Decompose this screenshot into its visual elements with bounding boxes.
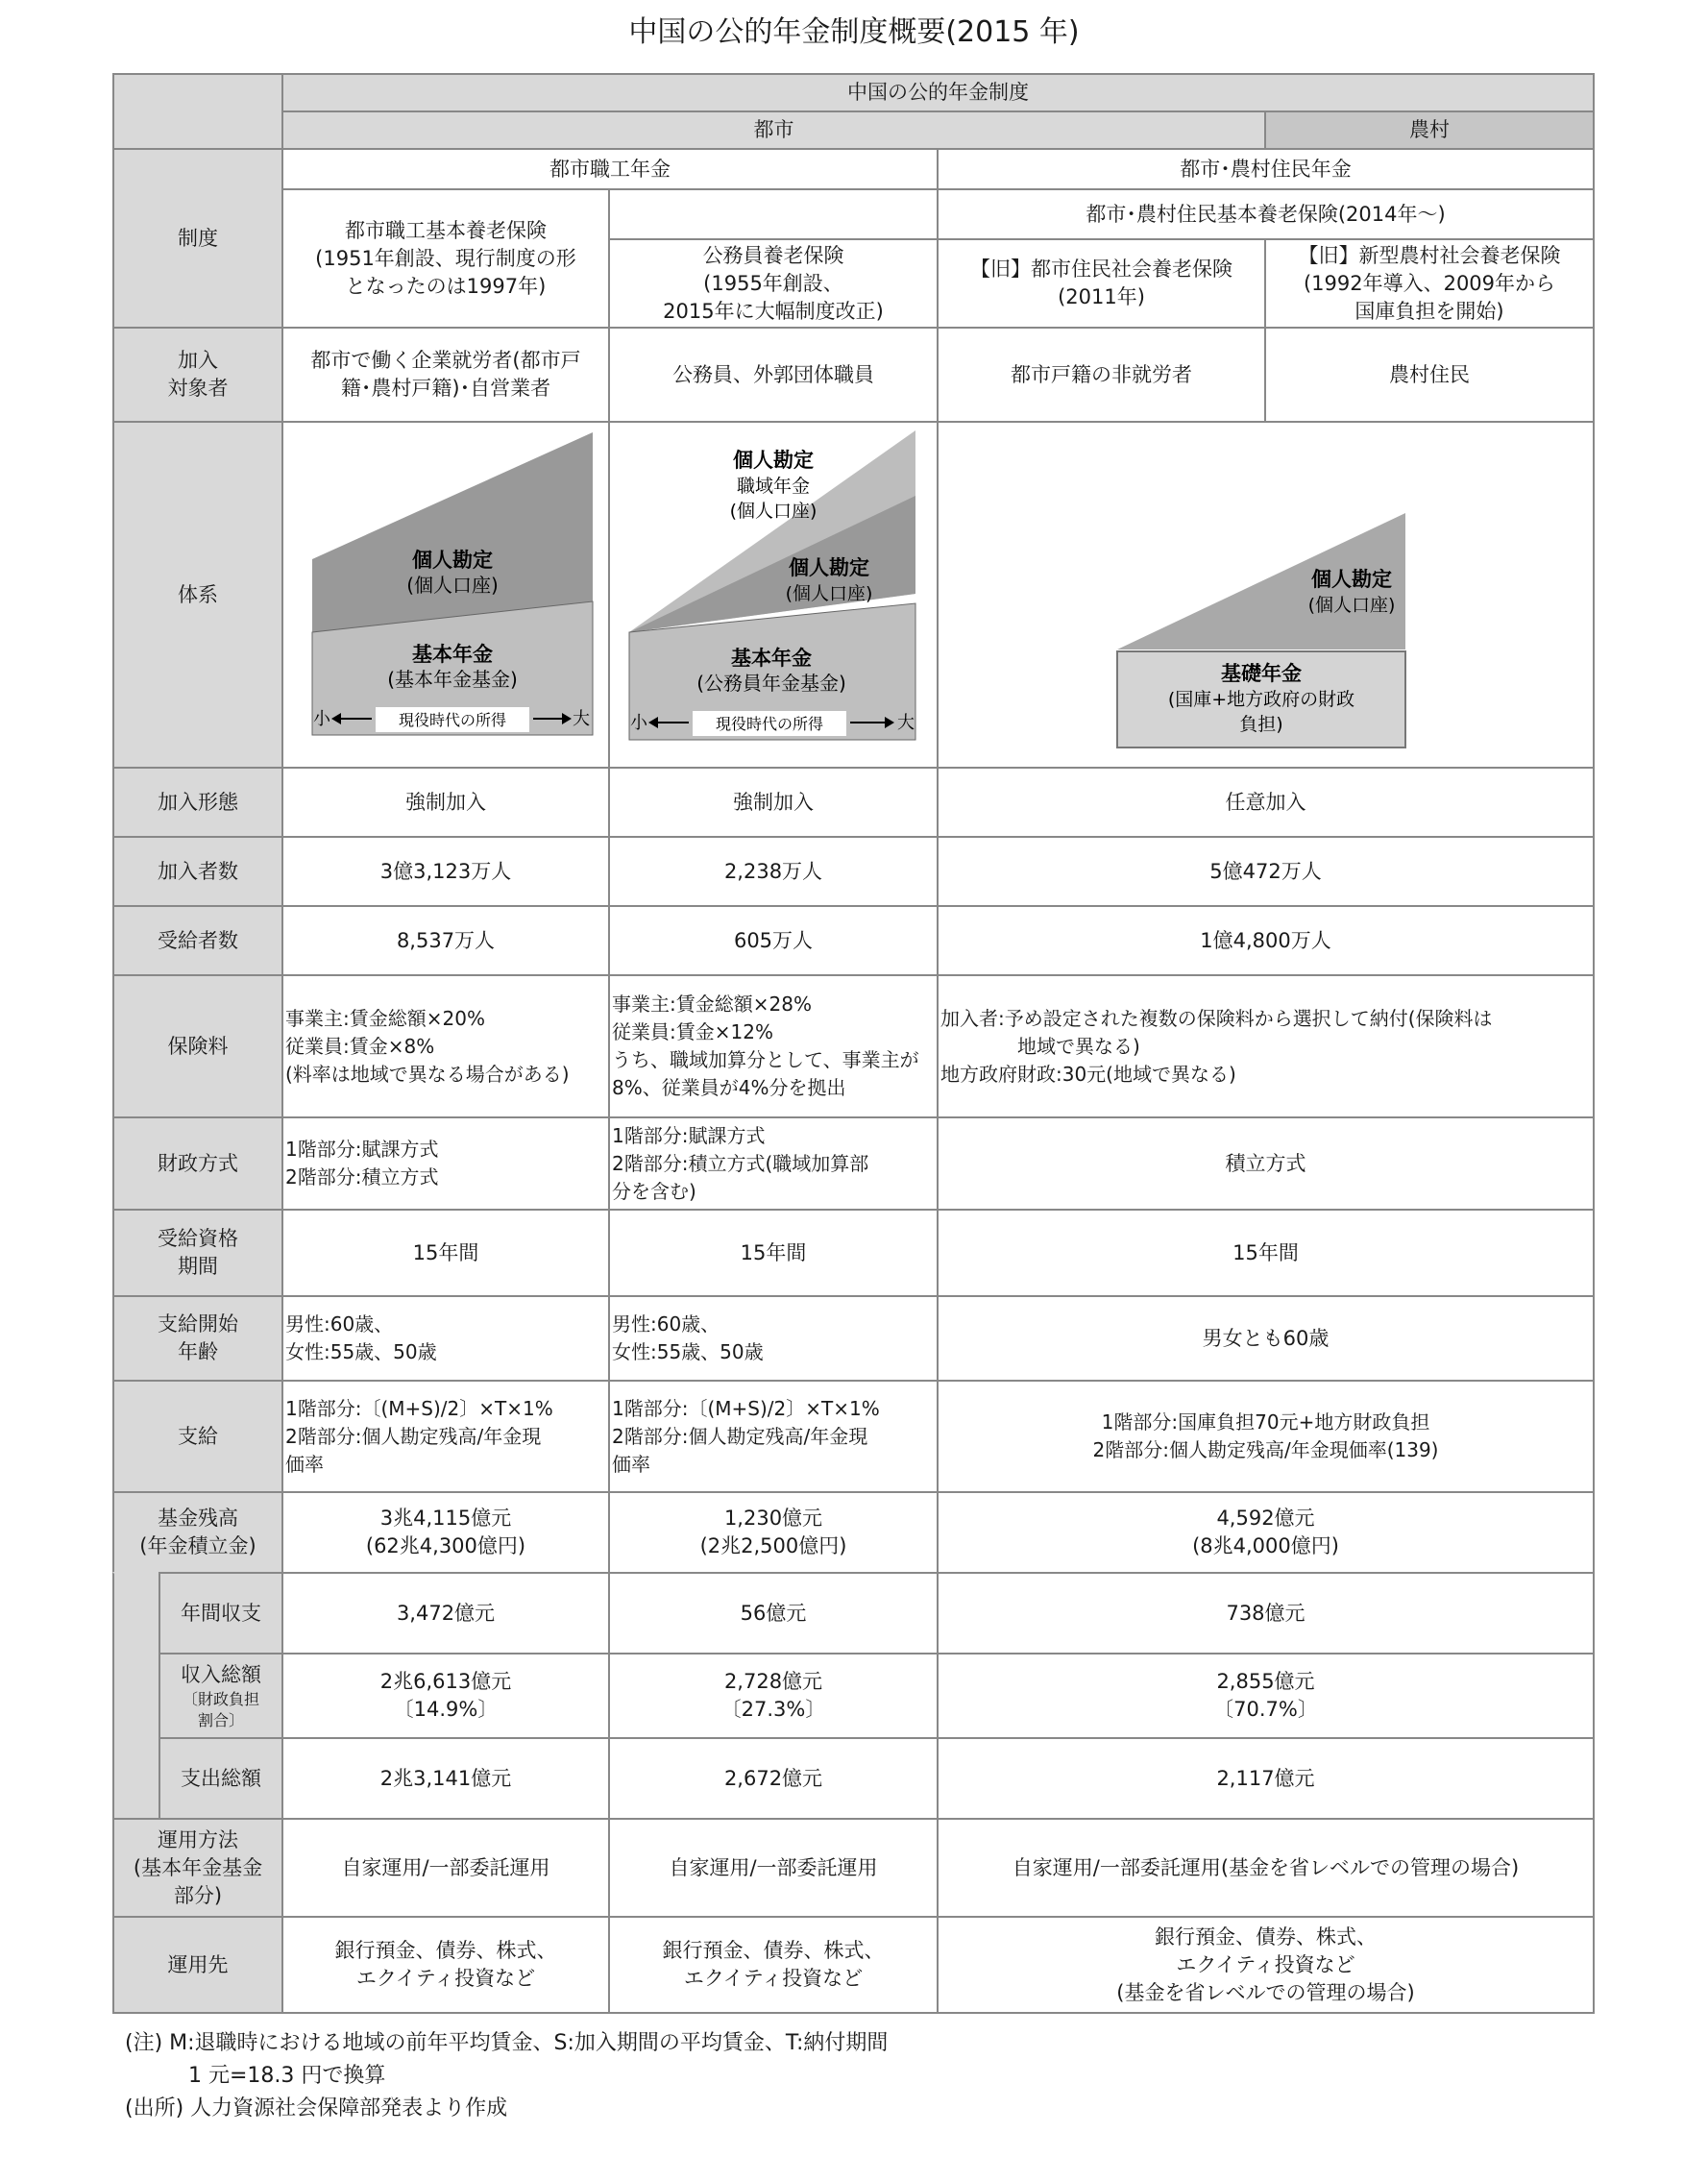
label-shikyu-kaishi: 支給開始 年齢 [112,1295,283,1382]
label-shunyu-sub: 〔財政負担 割合〕 [182,1689,259,1729]
diagram-civil-income: 現役時代の所得 [715,715,824,733]
kikin-zandaka-worker: 3兆4,115億元 (62兆4,300億円) [281,1491,610,1574]
nenkan-shushi-civil: 56億元 [608,1572,939,1655]
seido-urban-resident: 【旧】都市住民社会養老保険 (2011年) [937,238,1266,329]
note-source: (出所) 人力資源社会保障部発表より作成 [125,2096,508,2120]
note-line-2: 1 元=18.3 円で換算 [125,2064,386,2088]
shunyu-sogaku-resident: 2,855億元 〔70.7%〕 [937,1653,1595,1739]
unyo-hoho-worker: 自家運用/一部委託運用 [281,1818,610,1918]
kanyu-taisho-urban-resident: 都市戸籍の非就労者 [937,327,1266,423]
label-kikin-zandaka: 基金残高 (年金積立金) [112,1491,283,1574]
unyo-saki-worker: 銀行預金、債券、株式、 エクイティ投資など [281,1916,610,2014]
taikei-resident [937,421,1595,769]
diagram-worker-top-label: 個人勘定 [412,549,493,572]
diagram-worker-large: 大 [573,709,590,729]
diagram-worker-base-sub: (基本年金基金) [387,668,518,691]
jukyu-shikaku-resident: 15年間 [937,1209,1595,1297]
header-urban-rural: 都市･農村住民年金 [937,148,1595,190]
shunyu-sogaku-civil: 2,728億元 〔27.3%〕 [608,1653,939,1739]
label-shishutsu-sogaku: 支出総額 [159,1737,283,1820]
diagram-civil-large: 大 [897,713,915,733]
indent-block [112,1572,160,1820]
diagram-worker-income: 現役時代の所得 [398,711,507,729]
label-zaisei-hoshiki: 財政方式 [112,1116,283,1211]
kanyu-keitai-civil: 強制加入 [608,767,939,838]
label-unyo-saki: 運用先 [112,1916,283,2014]
kanyu-taisho-civil: 公務員、外郭団体職員 [608,327,939,423]
header-urban-worker: 都市職工年金 [281,148,939,190]
kanyu-taisho-worker: 都市で働く企業就労者(都市戸 籍･農村戸籍)･自営業者 [281,327,610,423]
diagram-civil-mid-label: 個人勘定 [789,556,869,579]
shishutsu-sogaku-worker: 2兆3,141億元 [281,1737,610,1820]
kikin-zandaka-resident: 4,592億元 (8兆4,000億円) [937,1491,1595,1574]
kanyusha-su-worker: 3億3,123万人 [281,836,610,907]
diagram-civil-top-sub1: 職域年金 [736,476,811,497]
hokenryo-resident: 加入者:予め設定された複数の保険料から選択して納付(保険料は 地域で異なる) 地方政府財政:30元(地域で異なる) [937,974,1595,1118]
seido-civil-blank [608,188,939,240]
diagram-civil-base-sub: (公務員年金基金) [696,672,846,695]
label-kanyusha-su: 加入者数 [112,836,283,907]
label-taikei: 体系 [112,421,283,769]
hokenryo-worker: 事業主:賃金総額×20% 従業員:賃金×8% (料率は地域で異なる場合がある) [281,974,610,1118]
header-urban: 都市 [281,110,1266,150]
diagram-civil-mid-sub: (個人口座) [785,583,873,604]
diagram-resident-top-sub: (個人口座) [1307,595,1396,616]
diagram-civil [610,423,937,767]
label-shunyu-sogaku-cell [159,1653,283,1739]
seido-rural-resident: 【旧】新型農村社会養老保険 (1992年導入、2009年から 国庫負担を開始) [1264,238,1595,329]
kanyusha-su-resident: 5億472万人 [937,836,1595,907]
shishutsu-sogaku-resident: 2,117億元 [937,1737,1595,1820]
label-jukyusha-su: 受給者数 [112,905,283,976]
note-line-1: (注) M:退職時における地域の前年平均賃金、S:加入期間の平均賃金、T:納付期間 [125,2031,889,2055]
page-title: 中国の公的年金制度概要(2015 年) [628,15,1080,49]
shunyu-sogaku-worker: 2兆6,613億元 〔14.9%〕 [281,1653,610,1739]
label-shikyu: 支給 [112,1380,283,1493]
label-seido: 制度 [112,148,283,329]
kanyu-keitai-resident: 任意加入 [937,767,1595,838]
shikyu-civil: 1階部分:〔(M+S)/2〕×T×1% 2階部分:個人勘定残高/年金現 価率 [608,1380,939,1493]
unyo-hoho-resident: 自家運用/一部委託運用(基金を省レベルでの管理の場合) [937,1818,1595,1918]
label-shunyu-sogaku: 収入総額 [181,1662,261,1686]
jukyusha-su-worker: 8,537万人 [281,905,610,976]
shishutsu-sogaku-civil: 2,672億元 [608,1737,939,1820]
label-kanyu-keitai: 加入形態 [112,767,283,838]
hokenryo-civil: 事業主:賃金総額×28% 従業員:賃金×12% うち、職域加算分として、事業主が 8%、従業員が4%分を拠出 [608,974,939,1118]
label-jukyu-shikaku: 受給資格 期間 [112,1209,283,1297]
kanyusha-su-civil: 2,238万人 [608,836,939,907]
zaisei-hoshiki-worker: 1階部分:賦課方式 2階部分:積立方式 [281,1116,610,1211]
unyo-saki-civil: 銀行預金、債券、株式、 エクイティ投資など [608,1916,939,2014]
shikyu-worker: 1階部分:〔(M+S)/2〕×T×1% 2階部分:個人勘定残高/年金現 価率 [281,1380,610,1493]
jukyusha-su-resident: 1億4,800万人 [937,905,1595,976]
diagram-resident-base-sub1: (国庫+地方政府の財政 [1167,689,1355,710]
diagram-worker-top-block [312,432,593,632]
jukyu-shikaku-civil: 15年間 [608,1209,939,1297]
zaisei-hoshiki-civil: 1階部分:賦課方式 2階部分:積立方式(職域加算部 分を含む) [608,1116,939,1211]
diagram-resident-base-sub2: 負担) [1239,714,1283,735]
taikei-civil [608,421,939,769]
header-rural: 農村 [1264,110,1595,150]
seido-worker: 都市職工基本養老保険 (1951年創設、現行制度の形 となったのは1997年) [281,188,610,329]
unyo-saki-resident: 銀行預金、債券、株式、 エクイティ投資など (基金を省レベルでの管理の場合) [937,1916,1595,2014]
nenkan-shushi-resident: 738億元 [937,1572,1595,1655]
label-hokenryo: 保険料 [112,974,283,1118]
diagram-civil-base-label: 基本年金 [731,647,812,670]
header-system: 中国の公的年金制度 [281,73,1595,112]
diagram-civil-top-label: 個人勘定 [733,449,814,472]
diagram-resident [939,423,1593,767]
seido-civil: 公務員養老保険 (1955年創設、 2015年に大幅制度改正) [608,238,939,329]
diagram-worker-top-sub: (個人口座) [406,574,499,597]
kikin-zandaka-civil: 1,230億元 (2兆2,500億円) [608,1491,939,1574]
jukyu-shikaku-worker: 15年間 [281,1209,610,1297]
diagram-worker-base-label: 基本年金 [412,643,493,666]
kanyu-keitai-worker: 強制加入 [281,767,610,838]
label-kanyu-taisho: 加入 対象者 [112,327,283,423]
header-corner [112,73,283,150]
shikyu-kaishi-civil: 男性:60歳、 女性:55歳、50歳 [608,1295,939,1382]
diagram-resident-top-label: 個人勘定 [1311,568,1392,591]
shikyu-kaishi-worker: 男性:60歳、 女性:55歳、50歳 [281,1295,610,1382]
nenkan-shushi-worker: 3,472億元 [281,1572,610,1655]
zaisei-hoshiki-resident: 積立方式 [937,1116,1595,1211]
diagram-worker [283,423,608,767]
jukyusha-su-civil: 605万人 [608,905,939,976]
taikei-worker [281,421,610,769]
shikyu-resident: 1階部分:国庫負担70元+地方財政負担 2階部分:個人勘定残高/年金現価率(139) [937,1380,1595,1493]
diagram-resident-base-label: 基礎年金 [1221,662,1302,685]
header-urban-rural-basic: 都市･農村住民基本養老保険(2014年～) [937,188,1595,240]
notes [125,2027,888,2125]
diagram-civil-top-sub2: (個人口座) [729,501,817,522]
unyo-hoho-civil: 自家運用/一部委託運用 [608,1818,939,1918]
label-unyo-hoho: 運用方法 (基本年金基金 部分) [112,1818,283,1918]
diagram-civil-small: 小 [630,713,647,733]
shikyu-kaishi-resident: 男女とも60歳 [937,1295,1595,1382]
kanyu-taisho-rural-resident: 農村住民 [1264,327,1595,423]
diagram-worker-small: 小 [313,709,330,729]
label-nenkan-shushi: 年間収支 [159,1572,283,1655]
